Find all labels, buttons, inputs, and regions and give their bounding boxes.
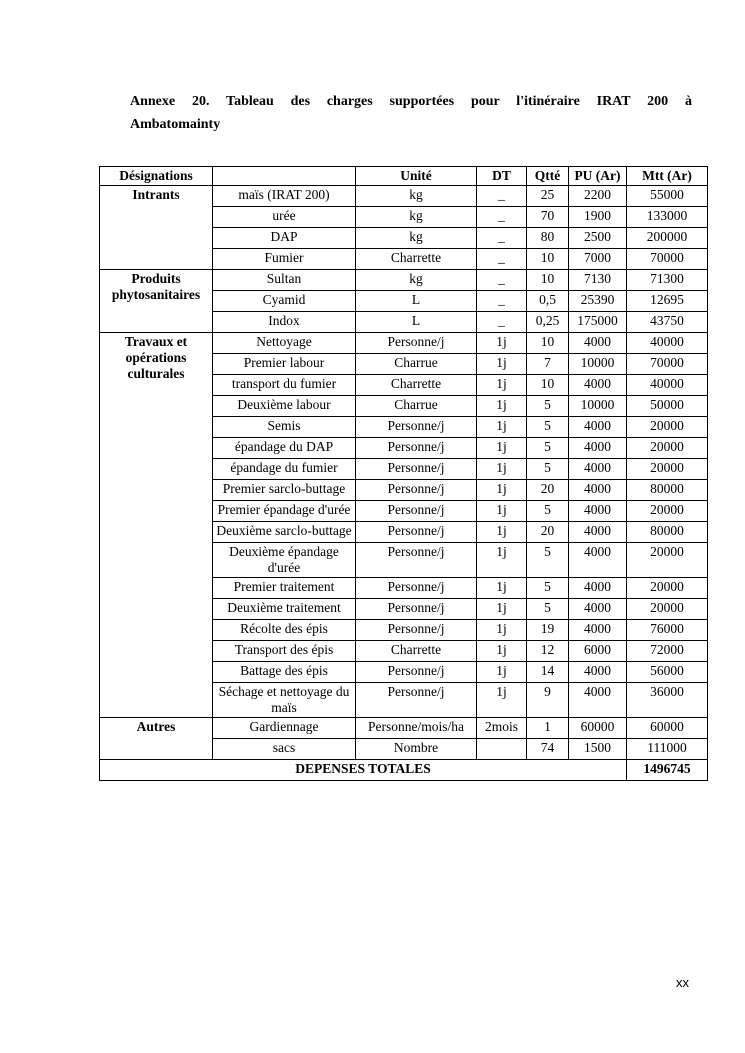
unite-cell: Charrue (356, 396, 477, 417)
qtte-cell: 20 (527, 522, 569, 543)
item-cell: DAP (213, 228, 356, 249)
pu-cell: 60000 (569, 718, 627, 739)
unite-cell: kg (356, 186, 477, 207)
dt-cell: _ (477, 207, 527, 228)
header-pu: PU (Ar) (569, 167, 627, 186)
item-cell: Gardiennage (213, 718, 356, 739)
pu-cell: 4000 (569, 522, 627, 543)
item-cell: Sultan (213, 270, 356, 291)
qtte-cell: 5 (527, 501, 569, 522)
pu-cell: 4000 (569, 620, 627, 641)
mtt-cell: 40000 (627, 333, 708, 354)
item-cell: transport du fumier (213, 375, 356, 396)
pu-cell: 1500 (569, 739, 627, 760)
mtt-cell: 80000 (627, 480, 708, 501)
pu-cell: 25390 (569, 291, 627, 312)
pu-cell: 175000 (569, 312, 627, 333)
pu-cell: 4000 (569, 417, 627, 438)
pu-cell: 10000 (569, 354, 627, 375)
item-cell: Premier épandage d'urée (213, 501, 356, 522)
dt-cell: 1j (477, 417, 527, 438)
item-cell: Premier sarclo-buttage (213, 480, 356, 501)
mtt-cell: 60000 (627, 718, 708, 739)
pu-cell: 7000 (569, 249, 627, 270)
qtte-cell: 5 (527, 417, 569, 438)
qtte-cell: 5 (527, 578, 569, 599)
qtte-cell: 70 (527, 207, 569, 228)
qtte-cell: 74 (527, 739, 569, 760)
category-cell: Produits phytosanitaires (100, 270, 213, 333)
item-cell: Deuxième sarclo-buttage (213, 522, 356, 543)
qtte-cell: 5 (527, 543, 569, 578)
qtte-cell: 10 (527, 375, 569, 396)
header-row (100, 167, 708, 186)
mtt-cell: 72000 (627, 641, 708, 662)
mtt-cell: 200000 (627, 228, 708, 249)
qtte-cell: 80 (527, 228, 569, 249)
pu-cell: 4000 (569, 599, 627, 620)
item-cell: épandage du DAP (213, 438, 356, 459)
item-cell: Battage des épis (213, 662, 356, 683)
pu-cell: 7130 (569, 270, 627, 291)
item-cell: sacs (213, 739, 356, 760)
mtt-cell: 40000 (627, 375, 708, 396)
dt-cell: 1j (477, 683, 527, 718)
unite-cell: Personne/j (356, 459, 477, 480)
unite-cell: L (356, 312, 477, 333)
dt-cell: 1j (477, 480, 527, 501)
qtte-cell: 5 (527, 396, 569, 417)
pu-cell: 4000 (569, 375, 627, 396)
dt-cell: _ (477, 249, 527, 270)
pu-cell: 4000 (569, 501, 627, 522)
qtte-cell: 10 (527, 270, 569, 291)
pu-cell: 1900 (569, 207, 627, 228)
mtt-cell: 20000 (627, 543, 708, 578)
mtt-cell: 55000 (627, 186, 708, 207)
dt-cell: 1j (477, 543, 527, 578)
table-row (100, 718, 708, 739)
item-cell: Indox (213, 312, 356, 333)
unite-cell: Personne/j (356, 501, 477, 522)
dt-cell: _ (477, 228, 527, 249)
pu-cell: 6000 (569, 641, 627, 662)
dt-cell: 1j (477, 522, 527, 543)
mtt-cell: 20000 (627, 459, 708, 480)
item-cell: épandage du fumier (213, 459, 356, 480)
annex-title-line2: Ambatomainty (130, 117, 221, 132)
item-cell: Premier labour (213, 354, 356, 375)
category-cell: Travaux et opérations culturales (100, 333, 213, 718)
item-cell: Premier traitement (213, 578, 356, 599)
dt-cell: 2mois (477, 718, 527, 739)
mtt-cell: 20000 (627, 578, 708, 599)
unite-cell: Personne/j (356, 480, 477, 501)
dt-cell: 1j (477, 620, 527, 641)
unite-cell: Charrue (356, 354, 477, 375)
item-cell: urée (213, 207, 356, 228)
mtt-cell: 20000 (627, 438, 708, 459)
table-row (100, 186, 708, 207)
qtte-cell: 5 (527, 459, 569, 480)
pu-cell: 4000 (569, 459, 627, 480)
pu-cell: 4000 (569, 578, 627, 599)
header-mtt: Mtt (Ar) (627, 167, 708, 186)
item-cell: Nettoyage (213, 333, 356, 354)
qtte-cell: 14 (527, 662, 569, 683)
dt-cell: 1j (477, 641, 527, 662)
mtt-cell: 133000 (627, 207, 708, 228)
unite-cell: kg (356, 207, 477, 228)
mtt-cell: 12695 (627, 291, 708, 312)
unite-cell: Personne/j (356, 522, 477, 543)
table-row (100, 333, 708, 354)
mtt-cell: 56000 (627, 662, 708, 683)
pu-cell: 4000 (569, 683, 627, 718)
mtt-cell: 20000 (627, 599, 708, 620)
pu-cell: 10000 (569, 396, 627, 417)
item-cell: maïs (IRAT 200) (213, 186, 356, 207)
category-cell: Autres (100, 718, 213, 760)
total-value: 1496745 (627, 760, 708, 781)
pu-cell: 4000 (569, 333, 627, 354)
qtte-cell: 7 (527, 354, 569, 375)
mtt-cell: 43750 (627, 312, 708, 333)
item-cell: Fumier (213, 249, 356, 270)
item-cell: Deuxième traitement (213, 599, 356, 620)
unite-cell: Charrette (356, 249, 477, 270)
item-cell: Récolte des épis (213, 620, 356, 641)
unite-cell: Personne/j (356, 620, 477, 641)
mtt-cell: 36000 (627, 683, 708, 718)
mtt-cell: 70000 (627, 354, 708, 375)
qtte-cell: 25 (527, 186, 569, 207)
unite-cell: Personne/j (356, 417, 477, 438)
item-cell: Deuxième labour (213, 396, 356, 417)
pu-cell: 4000 (569, 480, 627, 501)
mtt-cell: 20000 (627, 501, 708, 522)
qtte-cell: 10 (527, 249, 569, 270)
unite-cell: Personne/j (356, 683, 477, 718)
table-row (100, 270, 708, 291)
dt-cell: 1j (477, 662, 527, 683)
qtte-cell: 12 (527, 641, 569, 662)
total-label: DEPENSES TOTALES (100, 760, 627, 781)
unite-cell: kg (356, 228, 477, 249)
item-cell: Cyamid (213, 291, 356, 312)
unite-cell: Personne/j (356, 599, 477, 620)
header-dt: DT (477, 167, 527, 186)
unite-cell: Charrette (356, 641, 477, 662)
unite-cell: Personne/j (356, 543, 477, 578)
item-cell: Transport des épis (213, 641, 356, 662)
qtte-cell: 0,25 (527, 312, 569, 333)
dt-cell: _ (477, 312, 527, 333)
pu-cell: 4000 (569, 662, 627, 683)
header-unite: Unité (356, 167, 477, 186)
mtt-cell: 76000 (627, 620, 708, 641)
qtte-cell: 1 (527, 718, 569, 739)
qtte-cell: 10 (527, 333, 569, 354)
total-row (100, 760, 708, 781)
dt-cell: _ (477, 270, 527, 291)
dt-cell: 1j (477, 501, 527, 522)
unite-cell: Personne/mois/ha (356, 718, 477, 739)
charges-table (99, 166, 708, 781)
header-designations: Désignations (100, 167, 213, 186)
qtte-cell: 5 (527, 438, 569, 459)
mtt-cell: 20000 (627, 417, 708, 438)
unite-cell: Nombre (356, 739, 477, 760)
pu-cell: 4000 (569, 438, 627, 459)
category-cell: Intrants (100, 186, 213, 270)
unite-cell: Personne/j (356, 578, 477, 599)
dt-cell: 1j (477, 375, 527, 396)
dt-cell: _ (477, 186, 527, 207)
qtte-cell: 19 (527, 620, 569, 641)
unite-cell: Personne/j (356, 662, 477, 683)
qtte-cell: 5 (527, 599, 569, 620)
qtte-cell: 9 (527, 683, 569, 718)
item-cell: Séchage et nettoyage du maïs (213, 683, 356, 718)
unite-cell: Personne/j (356, 333, 477, 354)
dt-cell: 1j (477, 578, 527, 599)
mtt-cell: 70000 (627, 249, 708, 270)
header-qtte: Qtté (527, 167, 569, 186)
page-number: xx (676, 975, 689, 990)
item-cell: Semis (213, 417, 356, 438)
unite-cell: Charrette (356, 375, 477, 396)
annex-title-line1: Annexe 20. Tableau des charges supportées pour l'itinéraire IRAT 200 à (130, 94, 692, 109)
unite-cell: kg (356, 270, 477, 291)
unite-cell: Personne/j (356, 438, 477, 459)
qtte-cell: 0,5 (527, 291, 569, 312)
dt-cell: 1j (477, 459, 527, 480)
pu-cell: 4000 (569, 543, 627, 578)
unite-cell: L (356, 291, 477, 312)
pu-cell: 2200 (569, 186, 627, 207)
mtt-cell: 111000 (627, 739, 708, 760)
dt-cell: _ (477, 291, 527, 312)
dt-cell: 1j (477, 599, 527, 620)
pu-cell: 2500 (569, 228, 627, 249)
dt-cell: 1j (477, 438, 527, 459)
dt-cell: 1j (477, 354, 527, 375)
annex-title (130, 90, 692, 136)
qtte-cell: 20 (527, 480, 569, 501)
mtt-cell: 71300 (627, 270, 708, 291)
item-cell: Deuxième épandage d'urée (213, 543, 356, 578)
header-blank (213, 167, 356, 186)
dt-cell (477, 739, 527, 760)
mtt-cell: 80000 (627, 522, 708, 543)
dt-cell: 1j (477, 396, 527, 417)
dt-cell: 1j (477, 333, 527, 354)
mtt-cell: 50000 (627, 396, 708, 417)
